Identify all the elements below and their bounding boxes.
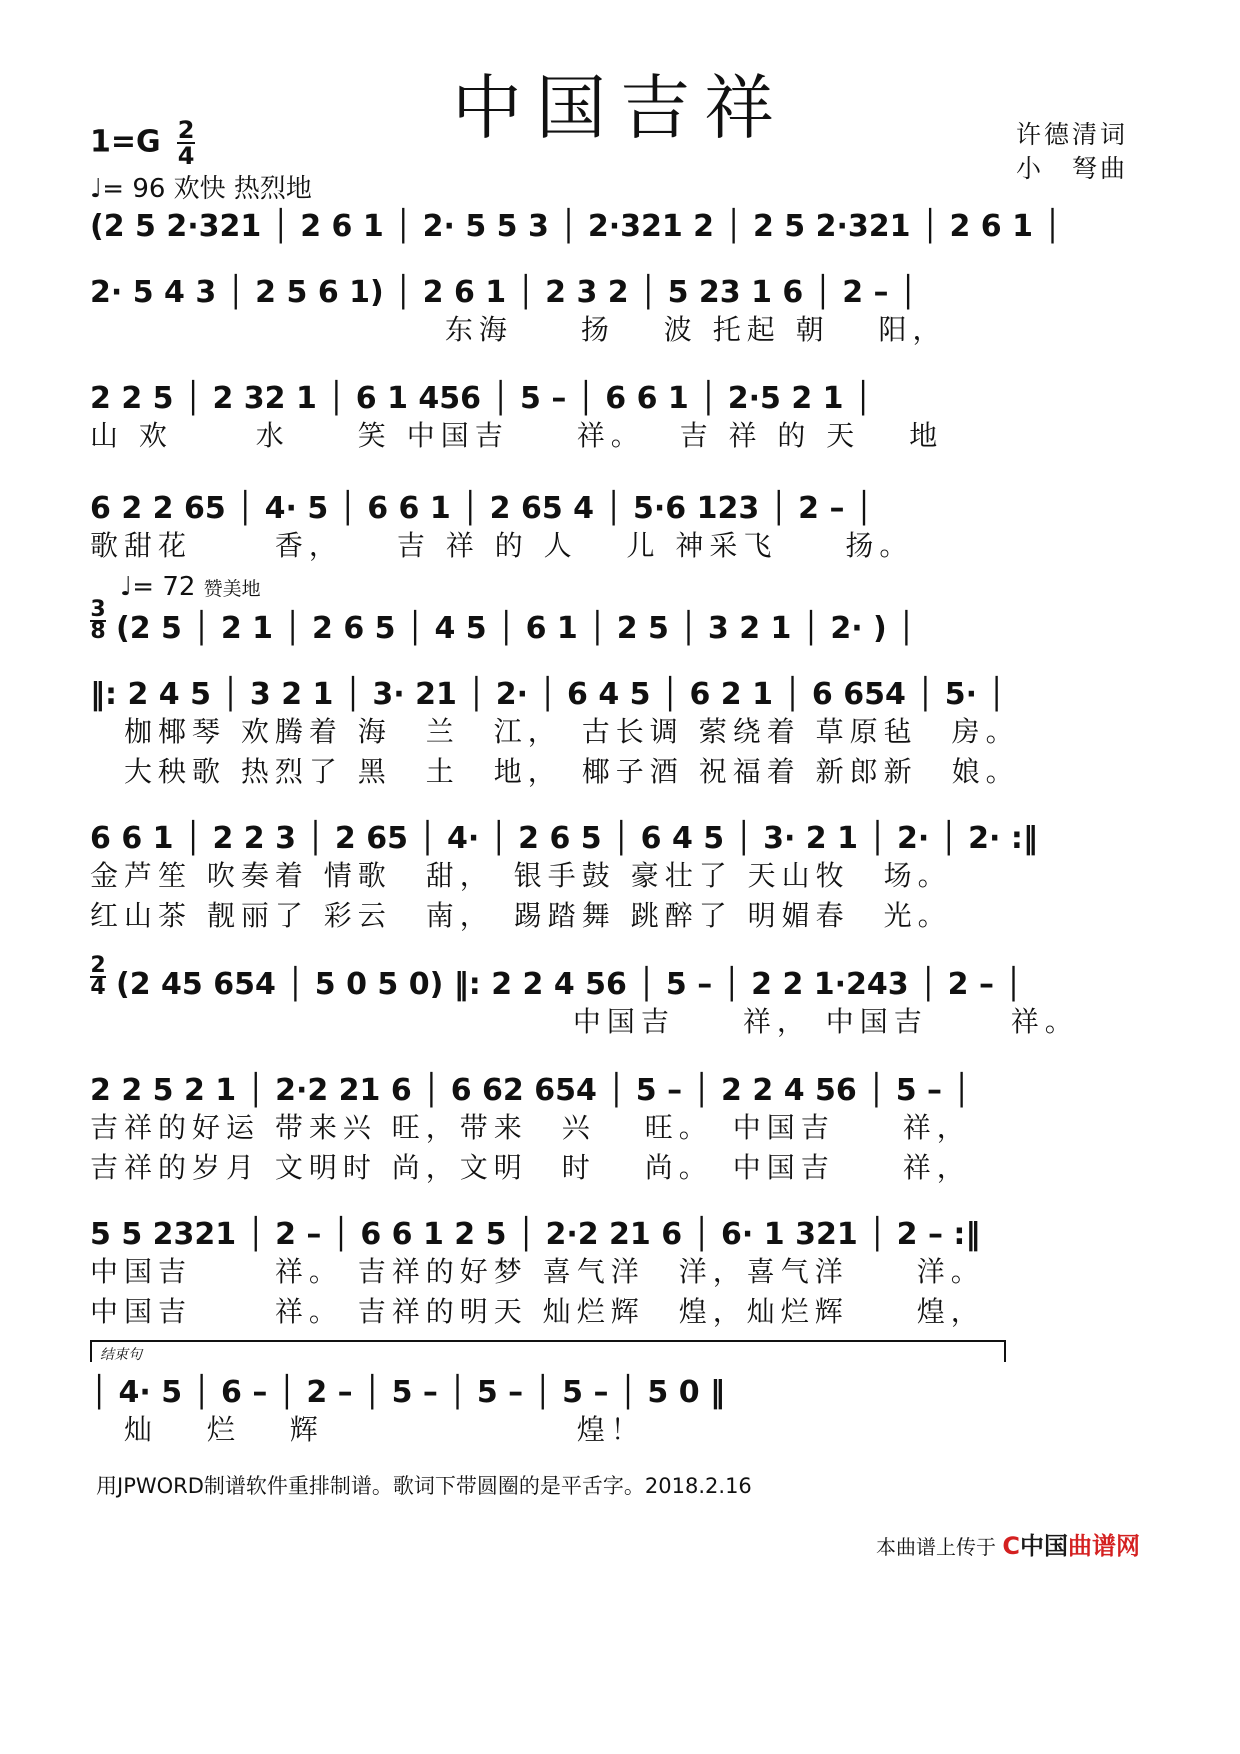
notes-line: 2 2 5 │ 2 32 1 │ 6 1 456 │ 5 – │ 6 6 1 │ 2·5 2 1 │ (90, 381, 873, 416)
tempo-change-mark: ♩= 72 (120, 572, 196, 602)
score-row-1 (90, 192, 1130, 244)
lyric-line: 中国吉 祥， 中国吉 祥。 (116, 1005, 1079, 1038)
meter-change-2-4 (90, 953, 106, 1000)
meter-top: 2 (90, 953, 106, 978)
tempo-change-expression: 赞美地 (203, 578, 261, 600)
time-sig-top: 2 (177, 116, 195, 144)
lyric-line-verse-1: 金芦笙 吹奏着 情歌 甜， 银手鼓 豪壮了 天山牧 场。 (90, 859, 952, 892)
upload-credit (876, 1526, 1140, 1561)
notes-line: 2· 5 4 3 │ 2 5 6 1) │ 2 6 1 │ 2 3 2 │ 5 23 1 6 │ 2 – │ (90, 275, 918, 310)
notes-line: (2 5 2·321 │ 2 6 1 │ 2· 5 5 3 │ 2·321 2 │ 2 5 2·321 │ 2 6 1 │ (90, 209, 1062, 244)
coda-label: 结束句 (100, 1347, 142, 1363)
score-row-10 (90, 1200, 1130, 1332)
lyric-line-verse-2: 中国吉 祥。 吉祥的明天 灿烂辉 煌，灿烂辉 煌， (90, 1295, 985, 1328)
lyric-line-verse-2: 吉祥的岁月 文明时 尚，文明 时 尚。 中国吉 祥， (90, 1151, 971, 1184)
lyric-line-verse-1: 中国吉 祥。 吉祥的好梦 喜气洋 洋，喜气洋 洋。 (90, 1255, 985, 1288)
logo-suffix: 曲谱网 (1068, 1532, 1140, 1560)
key-signature (90, 118, 195, 168)
composer: 小 弩曲 (1015, 154, 1128, 183)
meter-change-3-8 (90, 597, 106, 644)
score-row-3 (90, 364, 1130, 456)
score-row-5 (116, 594, 1116, 646)
notes-line: 2 2 5 2 1 │ 2·2 21 6 │ 6 62 654 │ 5 – │ 2 2 4 56 │ 5 – │ (90, 1073, 971, 1108)
key-label: 1=G (90, 124, 161, 160)
score-row-2 (90, 258, 1130, 350)
notes-line: 6 2 2 65 │ 4· 5 │ 6 6 1 │ 2 65 4 │ 5·6 123 │ 2 – │ (90, 491, 873, 526)
logo-mark: C (1002, 1532, 1020, 1560)
notes-line: 6 6 1 │ 2 2 3 │ 2 65 │ 4· │ 2 6 5 │ 6 4 5 │ 3· 2 1 │ 2· │ 2· :‖ (90, 821, 1038, 856)
lyric-line: 山 欢 水 笑 中国吉 祥。 吉 祥 的 天 地 (90, 419, 944, 452)
footnote: 用JPWORD制谱软件重排制谱。歌词下带圆圈的是平舌字。2018.2.16 (96, 1474, 752, 1498)
score-row-6 (90, 660, 1130, 792)
credits (1016, 118, 1128, 186)
lyric-line: 歌甜花 香， 吉 祥 的 人 儿 神采飞 扬。 (90, 529, 914, 562)
song-title: 中国吉祥 (452, 67, 788, 149)
lyric-line-verse-1: 枷椰琴 欢腾着 海 兰 江， 古长调 萦绕着 草原毡 房。 (90, 715, 1020, 748)
lyric-line-verse-2: 大秧歌 热烈了 黑 土 地， 椰子酒 祝福着 新郎新 娘。 (90, 755, 1020, 788)
tempo-marking: ♩= 96 欢快 热烈地 (90, 174, 312, 204)
lyric-line: 东海 扬 波 托起 朝 阳， (90, 313, 947, 346)
score-row-4 (90, 474, 1130, 566)
lyric-line-verse-2: 红山茶 靓丽了 彩云 南， 踢踏舞 跳醉了 明媚春 光。 (90, 899, 952, 932)
upload-text: 本曲谱上传于 (876, 1535, 997, 1559)
time-sig-bottom: 4 (177, 142, 195, 170)
meter-bottom: 8 (90, 619, 106, 644)
score-row-7 (90, 804, 1130, 936)
lyric-line: 灿 烂 辉 煌！ (90, 1413, 645, 1446)
notes-line: 5 5 2321 │ 2 – │ 6 6 1 2 5 │ 2·2 21 6 │ 6· 1 321 │ 2 – :‖ (90, 1217, 981, 1252)
meter-bottom: 4 (90, 975, 106, 1000)
notes-line: (2 45 654 │ 5 0 5 0) ‖: 2 2 4 56 │ 5 – │ 2 2 1·243 │ 2 – │ (116, 967, 1023, 1002)
notes-line: ‖: 2 4 5 │ 3 2 1 │ 3· 21 │ 2· │ 6 4 5 │ 6 2 1 │ 6 654 │ 5· │ (90, 677, 1006, 712)
site-logo[interactable] (1002, 1532, 1140, 1560)
score-row-9 (90, 1056, 1130, 1188)
notes-line: (2 5 │ 2 1 │ 2 6 5 │ 4 5 │ 6 1 │ 2 5 │ 3 2 1 │ 2· ) │ (116, 611, 916, 646)
score-row-11 (90, 1358, 1130, 1450)
logo-brand: 中国 (1020, 1532, 1068, 1560)
time-signature (177, 118, 195, 168)
score-row-8 (116, 950, 1116, 1042)
meter-top: 3 (90, 597, 106, 622)
lyricist: 许德清词 (1015, 120, 1128, 149)
lyric-line-verse-1: 吉祥的好运 带来兴 旺，带来 兴 旺。 中国吉 祥， (90, 1111, 971, 1144)
notes-line: │ 4· 5 │ 6 – │ 2 – │ 5 – │ 5 – │ 5 – │ 5 0 ‖ (90, 1375, 726, 1410)
